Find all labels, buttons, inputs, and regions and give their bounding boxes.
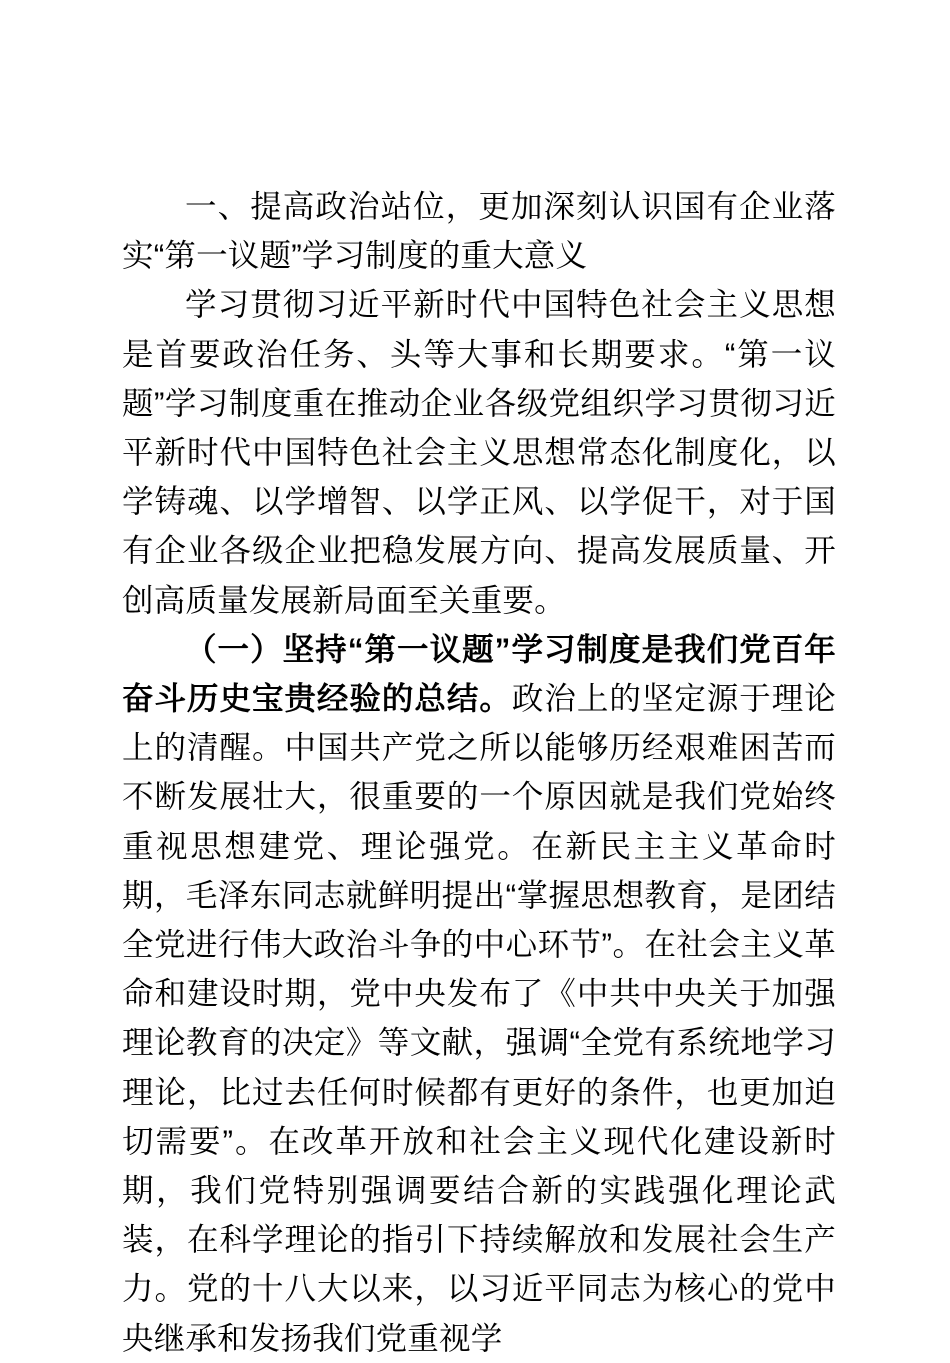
body-paragraph-1-text: 学习贯彻习近平新时代中国特色社会主义思想是首要政治任务、头等大事和长期要求。“第一议题”学习制度重在推动企业各级党组织学习贯彻习近平新时代中国特色社会主义思想常态化制度化，以学铸魂、以学增智、以学正风、以学促干，对于国有企业各级企业把稳发展方向、提高发展质量、开创高质量发展新局面至关重要。 <box>122 286 836 618</box>
section-heading-one-text: 一、提高政治站位，更加深刻认识国有企业落实“第一议题”学习制度的重大意义 <box>122 188 836 274</box>
body-paragraph-2-text: 政治上的坚定源于理论上的清醒。中国共产党之所以能够历经艰难困苦而不断发展壮大，很重要的一个原因就是我们党始终重视思想建党、理论强党。在新民主主义革命时期，毛泽东同志就鲜明提出“掌握思想教育，是团结全党进行伟大政治斗争的中心环节”。在社会主义革命和建设时期，党中央发布了《中共中央关于加强理论教育的决定》等文献，强调“全党有系统地学习理论，比过去任何时候都有更好的条件，也更加迫切需要”。在改革开放和社会主义现代化建设新时期，我们党特别强调要结合新的实践强化理论武装，在科学理论的指引下持续解放和发展社会生产力。党的十八大以来，以习近平同志为核心的党中央继承和发扬我们党重视学 <box>122 680 836 1356</box>
body-paragraph-2 <box>122 625 836 1363</box>
section-heading-one <box>122 182 836 280</box>
subsection-heading-one: （一）坚持“第一议题”学习制度是我们党百年奋斗历史宝贵经验的总结。 <box>122 630 836 717</box>
body-paragraph-1 <box>122 280 836 624</box>
document-body <box>122 182 836 1363</box>
